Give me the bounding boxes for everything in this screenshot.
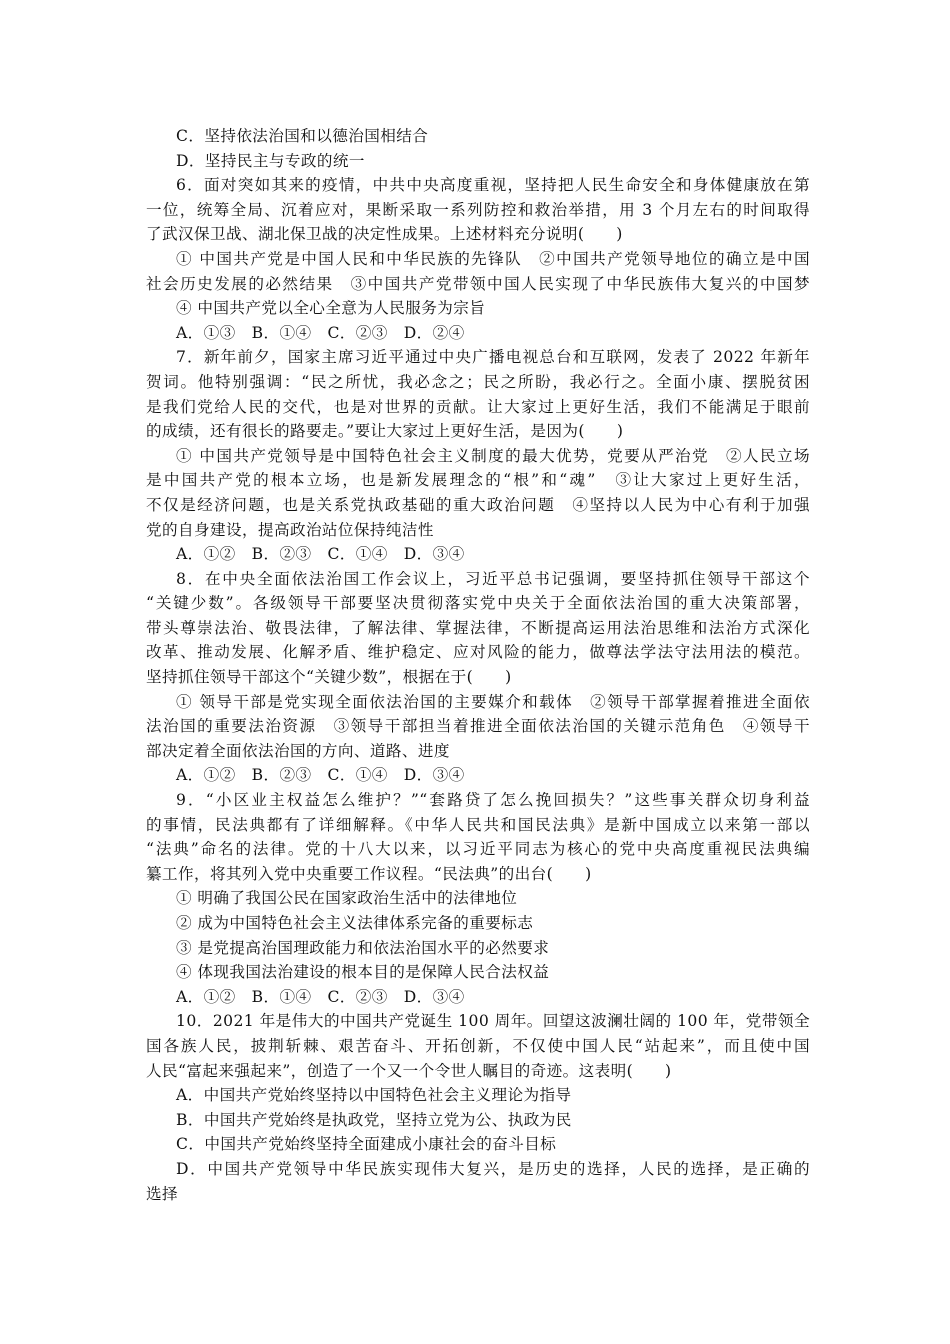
text-line: 人民“富起来强起来”，创造了一个又一个令世人瞩目的奇迹。这表明( ) [146,1061,672,1080]
text-line: 10．2021 年是伟大的中国共产党诞生 100 周年。回望这波澜壮阔的 100 年，党带领全 [176,1012,810,1031]
text-line: B．中国共产党始终是执政党，坚持立党为公、执政为民 [176,1110,572,1129]
question-text-block [146,124,810,1206]
text-line: ④ 体现我国法治建设的根本目的是保障人民合法权益 [176,963,550,982]
text-line: ④ 中国共产党以全心全意为人民服务为宗旨 [176,299,486,318]
text-line: 国各族人民，披荆斩棘、艰苦奋斗、开拓创新，不仅使中国人民“站起来”，而且使中国 [146,1036,810,1055]
text-line: ② 成为中国特色社会主义法律体系完备的重要标志 [176,914,534,932]
text-line: 的事情，民法典都有了详细解释。《中华人民共和国民法典》是新中国成立以来第一部以 [146,815,810,834]
text-line: 是中国共产党的根本立场，也是新发展理念的“根”和“魂” ③让大家过上更好生活， [146,471,810,490]
text-line: ① 领导干部是党实现全面依法治国的主要媒介和载体 ②领导干部掌握着推进全面依 [176,692,810,711]
text-line: 了武汉保卫战、湖北保卫战的决定性成果。上述材料充分说明( ) [146,225,623,244]
text-line: 社会历史发展的必然结果 ③中国共产党带领中国人民实现了中华民族伟大复兴的中国梦 [146,274,810,293]
text-line: 党的自身建设，提高政治站位保持纯洁性 [146,520,434,539]
text-line: 不仅是经济问题，也是关系党执政基础的重大政治问题 ④坚持以人民为中心有利于加强 [146,495,810,514]
text-line: A．①② B．②③ C．①④ D．③④ [176,766,465,785]
text-line: 选择 [146,1184,178,1203]
text-line: 6．面对突如其来的疫情，中共中央高度重视，坚持把人民生命安全和身体健康放在第 [176,176,810,195]
text-line: ① 明确了我国公民在国家政治生活中的法律地位 [176,889,518,908]
text-line: C．中国共产党始终坚持全面建成小康社会的奋斗目标 [176,1135,557,1154]
text-line: A．中国共产党始终坚持以中国特色社会主义理论为指导 [176,1086,572,1105]
text-line: 是我们党给人民的交代，也是对世界的贡献。让大家过上更好生活，我们不能满足于眼前 [146,397,810,416]
text-line: 纂工作，将其列入党中央重要工作议程。“民法典”的出台( ) [146,864,592,883]
text-line: ① 中国共产党是中国人民和中华民族的先锋队 ②中国共产党领导地位的确立是中国 [176,249,810,268]
text-line: ③ 是党提高治国理政能力和依法治国水平的必然要求 [176,938,550,957]
text-line: 9．“小区业主权益怎么维护？”“套路贷了怎么挽回损失？”这些事关群众切身利益 [176,791,810,810]
text-line: D．中国共产党领导中华民族实现伟大复兴，是历史的选择，人民的选择，是正确的 [176,1159,810,1178]
text-line: 的成绩，还有很长的路要走。”要让大家过上更好生活，是因为( ) [146,422,624,441]
text-line: 改革、推动发展、化解矛盾、维护稳定、应对风险的能力，做尊法学法守法用法的模范。 [146,643,810,662]
text-line: 部决定着全面依法治国的方向、道路、进度 [146,741,450,760]
text-line: C．坚持依法治国和以德治国相结合 [176,127,429,145]
text-line: A．①② B．②③ C．①④ D．③④ [176,545,465,564]
text-line: A．①③ B．①④ C．②③ D．②④ [176,323,465,342]
text-line: 坚持抓住领导干部这个“关键少数”，根据在于( ) [146,668,512,687]
text-line: A．①② B．①④ C．②③ D．③④ [176,987,465,1006]
text-line: 7．新年前夕，国家主席习近平通过中央广播电视总台和互联网，发表了 2022 年新年 [176,348,810,367]
text-line: “关键少数”。各级领导干部要坚决贯彻落实党中央关于全面依法治国的重大决策部署， [146,594,810,613]
text-line: 法治国的重要法治资源 ③领导干部担当着推进全面依法治国的关键示范角色 ④领导干 [146,717,810,736]
text-line: 一位，统筹全局、沉着应对，果断采取一系列防控和救治举措，用 3 个月左右的时间取得 [146,200,810,219]
text-line: 8．在中央全面依法治国工作会议上，习近平总书记强调，要坚持抓住领导干部这个 [176,569,810,588]
text-line: “法典”命名的法律。党的十八大以来，以习近平同志为核心的党中央高度重视民法典编 [146,840,810,859]
text-line: ① 中国共产党领导是中国特色社会主义制度的最大优势，党要从严治党 ②人民立场 [176,446,810,465]
text-line: D．坚持民主与专政的统一 [176,151,365,170]
text-line: 带头尊崇法治、敬畏法律，了解法律、掌握法律，不断提高运用法治思维和法治方式深化 [146,618,810,637]
text-line: 贺词。他特别强调：“民之所忧，我必念之；民之所盼，我必行之。全面小康、摆脱贫困 [146,372,810,391]
